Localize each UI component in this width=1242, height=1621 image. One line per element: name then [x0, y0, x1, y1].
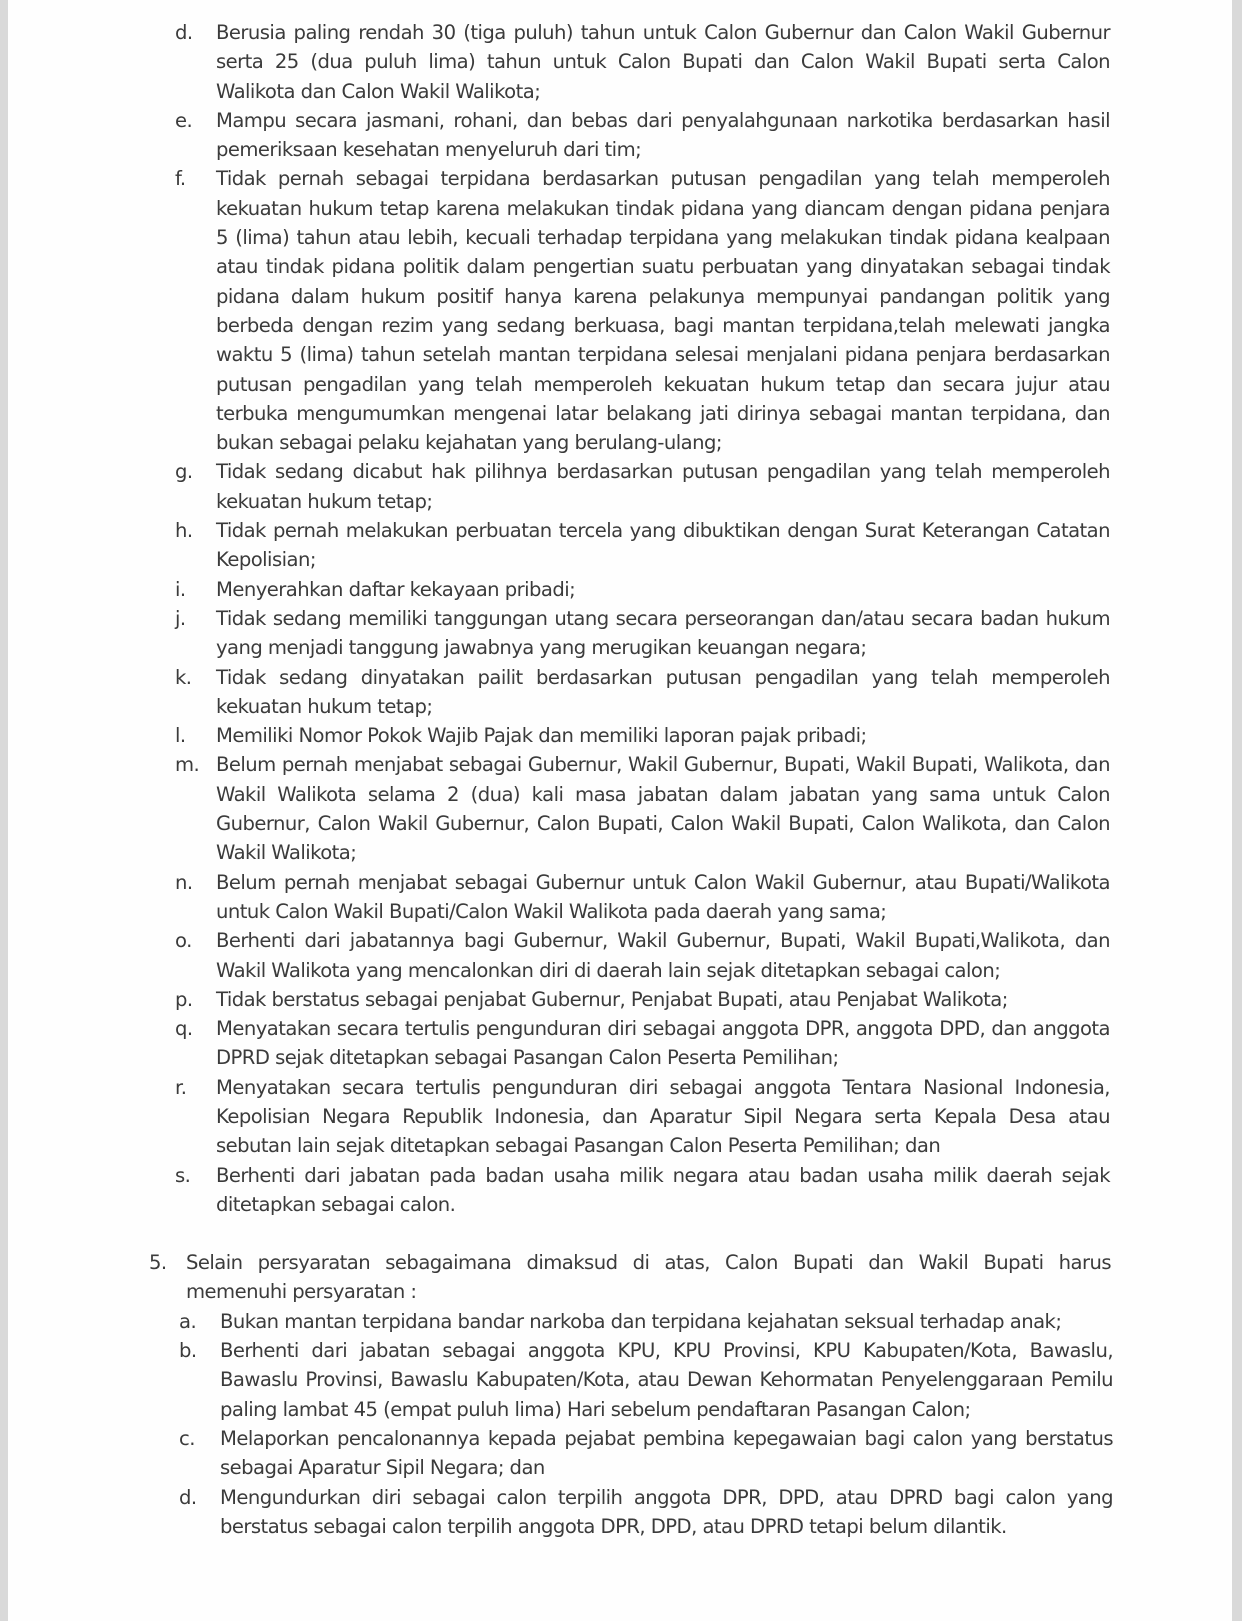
sub-item-c [179, 1424, 1113, 1483]
list-marker: q. [175, 1017, 193, 1041]
list-item-g [175, 457, 1110, 516]
list-marker: c. [179, 1426, 195, 1450]
list-item-text: Tidak sedang dinyatakan pailit berdasarkan putusan pengadilan yang telah memperoleh kekuatan hukum tetap; [216, 665, 1110, 718]
list-item-text: Tidak sedang dicabut hak pilihnya berdasarkan putusan pengadilan yang telah memperoleh kekuatan hukum tetap; [216, 460, 1110, 513]
list-item-f [175, 164, 1110, 457]
list-item-text: Menyatakan secara tertulis pengunduran diri sebagai anggota Tentara Nasional Indonesia, Kepolisian Negara Republik Indonesia, dan Aparatur Sipil Negara serta Kepala Desa atau sebutan lain sejak ditetapkan sebagai Pasangan Calon Peserta Pemilihan; dan [216, 1075, 1110, 1158]
document-page [8, 0, 1232, 1621]
list-item-text: Tidak sedang memiliki tanggungan utang secara perseorangan dan/atau secara badan hukum yang menjadi tanggung jawabnya yang merugikan keuangan negara; [216, 606, 1110, 660]
list-marker: o. [175, 929, 192, 953]
list-marker: s. [175, 1163, 191, 1187]
document-body [8, 18, 1232, 1541]
list-item-r [175, 1073, 1110, 1161]
list-item-text: Berhenti dari jabatan sebagai anggota KPU, KPU Provinsi, KPU Kabupaten/Kota, Bawaslu, Bawaslu Provinsi, Bawaslu Kabupaten/Kota, atau Dewan Kehormatan Penyelenggaraan Pemilu paling lambat 45 (empat puluh lima) Hari sebelum pendaftaran Pasangan Calon; [220, 1339, 1113, 1421]
list-item-text: Berhenti dari jabatan pada badan usaha milik negara atau badan usaha milik daerah sejak ditetapkan sebagai calon. [216, 1163, 1110, 1216]
list-item-s [175, 1161, 1110, 1220]
list-marker: r. [175, 1075, 187, 1099]
list-item-text: Mampu secara jasmani, rohani, dan bebas dari penyalahgunaan narkotika berdasarkan hasil pemeriksaan kesehatan menyeluruh dari tim; [216, 108, 1110, 162]
list-marker: e. [175, 108, 193, 132]
list-item-j [175, 604, 1110, 663]
list-item-h [175, 516, 1110, 575]
list-marker: b. [179, 1339, 197, 1363]
list-item-text: Berusia paling rendah 30 (tiga puluh) tahun untuk Calon Gubernur dan Calon Wakil Gubernur serta 25 (dua puluh lima) tahun untuk Calon Bupati dan Calon Wakil Bupati serta Calon Walikota dan Calon Wakil Walikota; [216, 21, 1110, 103]
list-item-text: Belum pernah menjabat sebagai Gubernur untuk Calon Wakil Gubernur, atau Bupati/Walikota untuk Calon Wakil Bupati/Calon Wakil Walikota pada daerah yang sama; [216, 870, 1110, 923]
list-marker: k. [175, 665, 192, 689]
list-item-text: Tidak berstatus sebagai penjabat Gubernur, Penjabat Bupati, atau Penjabat Walikota; [216, 987, 1008, 1011]
list-item-text: Tidak pernah sebagai terpidana berdasarkan putusan pengadilan yang telah memperoleh kekuatan hukum tetap karena melakukan tindak pidana yang diancam dengan pidana penjara 5 (lima) tahun atau lebih, kecuali terhadap terpidana yang melakukan tindak pidana kealpaan atau tindak pidana politik dalam pengertian suatu perbuatan yang dinyatakan sebagai tindak pidana dalam hukum positif hanya karena pelakunya mempunyai pandangan politik yang berbeda dengan rezim yang sedang berkuasa, bagi mantan terpidana,telah melewati jangka waktu 5 (lima) tahun setelah mantan terpidana selesai menjalani pidana penjara berdasarkan putusan pengadilan yang telah memperoleh kekuatan hukum tetap dan secara jujur atau terbuka mengumumkan mengenai latar belakang jati dirinya sebagai mantan terpidana, dan bukan sebagai pelaku kejahatan yang berulang-ulang; [216, 167, 1110, 455]
list-marker: a. [179, 1309, 197, 1333]
list-item-n [175, 868, 1110, 927]
list-item-text: Tidak pernah melakukan perbuatan tercela yang dibuktikan dengan Surat Keterangan Catatan Kepolisian; [216, 519, 1110, 572]
list-item-m [175, 750, 1110, 867]
paragraph-spacer [8, 1219, 1232, 1248]
list-item-e [175, 106, 1110, 165]
list-item-text: Melaporkan pencalonannya kepada pejabat pembina kepegawaian bagi calon yang berstatus sebagai Aparatur Sipil Negara; dan [220, 1426, 1113, 1480]
list-marker: d. [175, 21, 193, 44]
list-item-l [175, 721, 1110, 750]
list-marker: j. [175, 606, 186, 630]
list-item-k [175, 663, 1110, 722]
list-item-o [175, 926, 1110, 985]
list-item-p [175, 985, 1110, 1014]
list-item-text: Menyatakan secara tertulis pengunduran diri sebagai anggota DPR, anggota DPD, dan anggota DPRD sejak ditetapkan sebagai Pasangan Calon Peserta Pemilihan; [216, 1017, 1110, 1070]
list-item-text: Belum pernah menjabat sebagai Gubernur, Wakil Gubernur, Bupati, Wakil Bupati, Walikota, dan Wakil Walikota selama 2 (dua) kali masa jabatan dalam jabatan yang sama untuk Calon Gubernur, Calon Wakil Gubernur, Calon Bupati, Calon Wakil Bupati, Calon Walikota, dan Calon Wakil Walikota; [216, 753, 1110, 865]
list-marker: n. [175, 870, 193, 894]
list-item-text: Berhenti dari jabatannya bagi Gubernur, Wakil Gubernur, Bupati, Wakil Bupati,Walikota, dan Wakil Walikota yang mencalonkan diri di daerah lain sejak ditetapkan sebagai calon; [216, 929, 1110, 982]
list-marker: d. [179, 1485, 197, 1509]
sub-item-a [179, 1307, 1113, 1336]
list-item-d [175, 18, 1110, 106]
list-marker: p. [175, 987, 193, 1011]
list-marker: h. [175, 519, 193, 543]
list-item-q [175, 1014, 1110, 1073]
list-marker: l. [175, 724, 186, 748]
sub-item-b [179, 1336, 1113, 1424]
list-item-text: Bukan mantan terpidana bandar narkoba dan terpidana kejahatan seksual terhadap anak; [220, 1309, 1062, 1333]
list-marker: m. [175, 753, 200, 777]
list-marker: i. [175, 577, 186, 601]
list-item-text: Menyerahkan daftar kekayaan pribadi; [216, 577, 576, 601]
list-item-text: Mengundurkan diri sebagai calon terpilih anggota DPR, DPD, atau DPRD bagi calon yang berstatus sebagai calon terpilih anggota DPR, DPD, atau DPRD tetapi belum dilantik. [220, 1485, 1113, 1538]
list-marker: 5. [149, 1251, 167, 1275]
list-item-text: Selain persyaratan sebagaimana dimaksud di atas, Calon Bupati dan Wakil Bupati harus memenuhi persyaratan : [186, 1251, 1111, 1304]
numbered-item-5 [149, 1248, 1111, 1307]
list-item-i [175, 575, 1110, 604]
list-item-text: Memiliki Nomor Pokok Wajib Pajak dan memiliki laporan pajak pribadi; [216, 724, 867, 748]
sub-item-d [179, 1483, 1113, 1542]
list-marker: g. [175, 460, 193, 484]
list-marker: f. [175, 167, 186, 191]
